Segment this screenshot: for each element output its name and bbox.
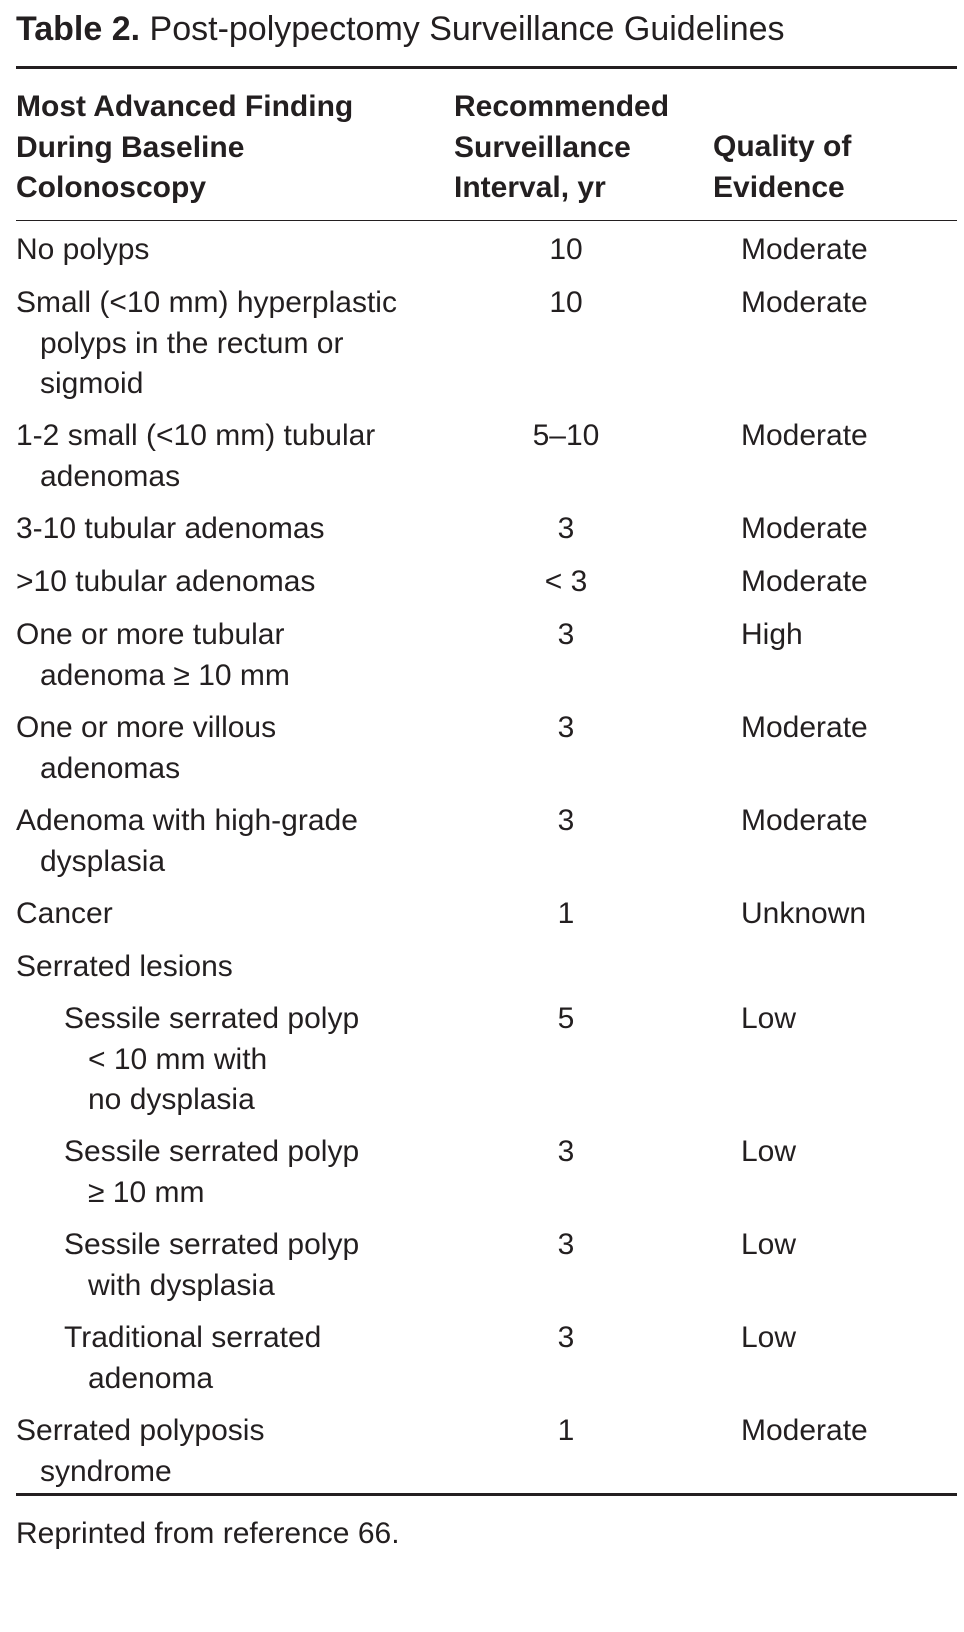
finding-text: polyps in the rectum or — [40, 326, 344, 360]
interval-cell: 5–10 — [532, 419, 600, 452]
finding-text: adenomas — [40, 459, 181, 493]
finding-cell — [16, 416, 456, 497]
header-finding-line: Most Advanced Finding — [16, 90, 354, 123]
finding-text: Serrated lesions — [16, 950, 233, 983]
interval-cell: 1 — [557, 1414, 575, 1447]
finding-cell — [16, 562, 456, 603]
header-interval-line: Recommended — [454, 90, 670, 123]
finding-text: sigmoid — [40, 367, 144, 400]
finding-text: One or more tubular — [16, 618, 285, 651]
bottom-rule — [16, 1493, 957, 1496]
finding-text: Sessile serrated polyp — [64, 1002, 360, 1035]
header-quality-line: Evidence — [713, 170, 845, 204]
quality-cell: Moderate — [741, 286, 868, 319]
interval-cell: 3 — [557, 711, 575, 744]
header-quality — [713, 127, 851, 208]
finding-cell — [16, 801, 456, 882]
finding-text: Serrated polyposis — [16, 1414, 265, 1447]
finding-text: Sessile serrated polyp — [64, 1135, 360, 1168]
finding-cell — [16, 1318, 456, 1399]
quality-cell: Moderate — [741, 419, 868, 452]
finding-cell — [16, 708, 456, 789]
quality-cell: Unknown — [741, 897, 867, 930]
finding-text: ≥ 10 mm — [88, 1175, 205, 1209]
header-finding — [16, 87, 353, 209]
finding-text: syndrome — [40, 1454, 172, 1488]
interval-cell: 10 — [549, 286, 583, 319]
interval-cell: < 3 — [544, 565, 588, 598]
finding-cell — [16, 509, 456, 550]
quality-cell: Moderate — [741, 711, 868, 744]
finding-text: Cancer — [16, 897, 113, 930]
quality-cell: Low — [741, 1002, 797, 1035]
interval-cell: 3 — [557, 618, 575, 651]
interval-cell: 3 — [557, 1321, 575, 1354]
finding-text: One or more villous — [16, 711, 277, 744]
finding-text: Small (<10 mm) hyperplastic — [16, 286, 397, 319]
quality-cell: Moderate — [741, 512, 868, 545]
table-title — [16, 8, 785, 50]
finding-text: < 10 mm with — [88, 1042, 268, 1076]
finding-text: dysplasia — [40, 844, 166, 878]
finding-text: adenoma — [88, 1361, 214, 1395]
header-finding-line: During Baseline — [16, 130, 245, 164]
header-interval-line: Interval, yr — [454, 171, 606, 204]
table-number: Table 2. — [16, 10, 141, 48]
header-quality-line: Quality of — [713, 130, 852, 163]
finding-text: >10 tubular adenomas — [16, 565, 316, 598]
finding-text: adenomas — [40, 751, 181, 785]
header-finding-line: Colonoscopy — [16, 171, 207, 204]
quality-cell: High — [741, 618, 803, 651]
finding-cell — [16, 1132, 456, 1213]
finding-cell — [16, 1411, 456, 1492]
finding-text: No polyps — [16, 233, 150, 266]
finding-cell — [16, 947, 456, 988]
interval-cell: 1 — [557, 897, 575, 930]
finding-cell — [16, 1225, 456, 1306]
table-caption: Post-polypectomy Surveillance Guidelines — [149, 10, 785, 48]
finding-text: adenoma ≥ 10 mm — [40, 658, 290, 692]
table-footnote: Reprinted from reference 66. — [16, 1517, 400, 1550]
interval-cell: 3 — [557, 512, 575, 545]
quality-cell: Moderate — [741, 804, 868, 837]
interval-cell: 3 — [557, 1135, 575, 1168]
finding-text: Sessile serrated polyp — [64, 1228, 360, 1261]
quality-cell: Low — [741, 1321, 797, 1354]
finding-cell — [16, 615, 456, 696]
finding-text: Adenoma with high-grade — [16, 804, 358, 837]
interval-cell: 3 — [557, 804, 575, 837]
finding-cell — [16, 230, 456, 271]
quality-cell: Moderate — [741, 565, 868, 598]
finding-cell — [16, 283, 456, 405]
quality-cell: Moderate — [741, 1414, 868, 1447]
finding-cell — [16, 894, 456, 935]
header-interval — [454, 87, 669, 209]
header-interval-line: Surveillance — [454, 130, 631, 164]
finding-text: 3-10 tubular adenomas — [16, 512, 325, 545]
finding-text: 1-2 small (<10 mm) tubular — [16, 419, 376, 452]
top-rule — [16, 66, 957, 69]
quality-cell: Low — [741, 1135, 797, 1168]
interval-cell: 5 — [557, 1002, 575, 1035]
finding-cell — [16, 999, 456, 1121]
finding-text: Traditional serrated — [64, 1321, 322, 1354]
quality-cell: Low — [741, 1228, 797, 1261]
finding-text: with dysplasia — [88, 1268, 275, 1302]
interval-cell: 3 — [557, 1228, 575, 1261]
interval-cell: 10 — [549, 233, 583, 266]
header-rule — [16, 220, 957, 221]
finding-text: no dysplasia — [88, 1083, 255, 1116]
quality-cell: Moderate — [741, 233, 868, 266]
